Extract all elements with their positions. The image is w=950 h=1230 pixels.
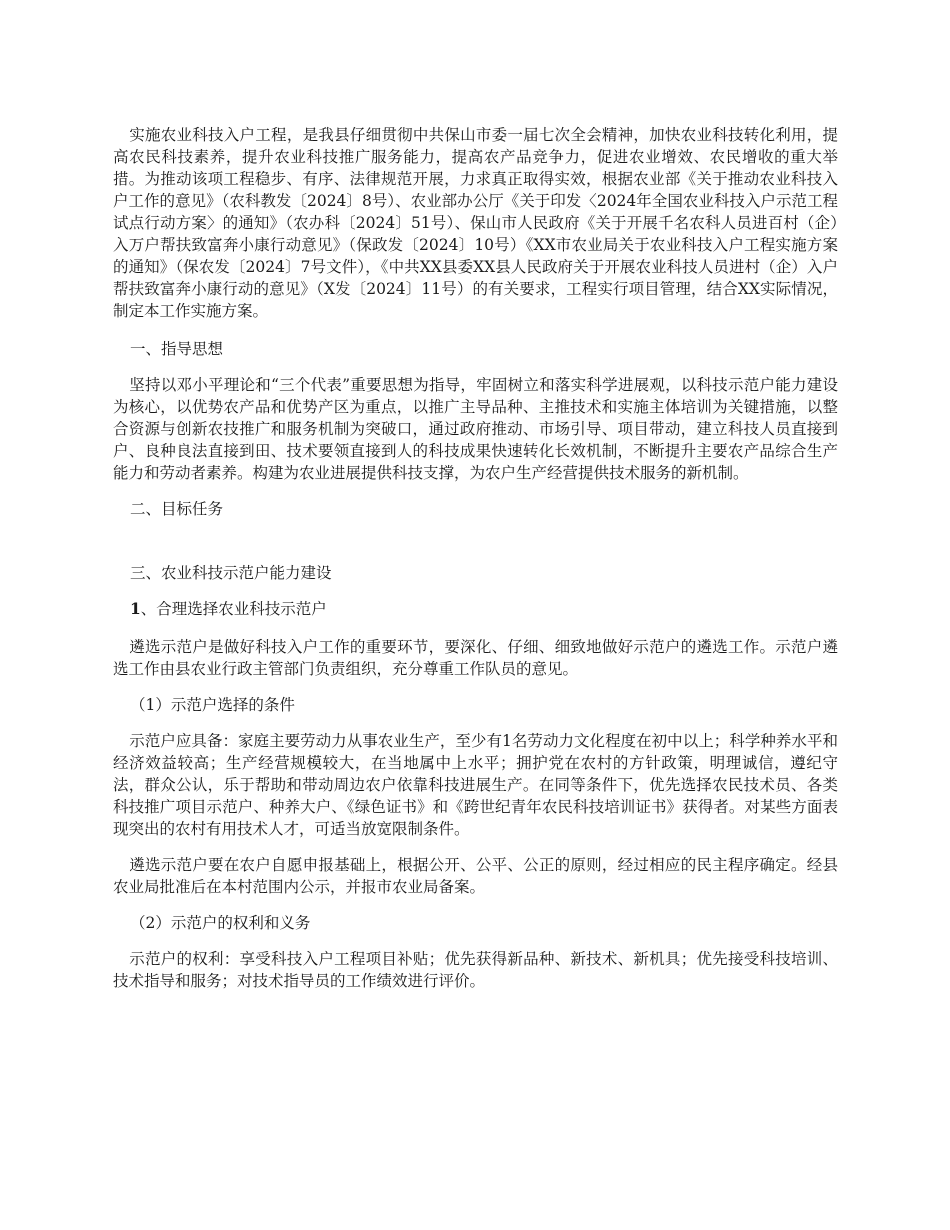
spacer xyxy=(113,484,838,498)
spacer xyxy=(113,322,838,338)
spacer xyxy=(113,584,838,598)
subsection-heading-select xyxy=(113,598,838,620)
intro-paragraph: 实施农业科技入户工程，是我县仔细贯彻中共保山市委一届七次全会精神，加快农业科技转化利用，提高农民科技素养，提升农业科技推广服务能力，提高农产品竞争力，促进农业增效、农民增收的重大举措。为推动该项工程稳步、有序、法律规范开展，力求真正取得实效，根据农业部《关于推动农业科技入户工作的意见》（农科教发〔2024〕8号）、农业部办公厅《关于印发〈2024年全国农业科技入户示范工程试点行动方案〉的通知》（农办科〔2024〕51号）、保山市人民政府《关于开展千名农科人员进百村（企）入万户帮扶致富奔小康行动意见》（保政发〔2024〕10号）《XX市农业局关于农业科技入户工程实施方案的通知》（保农发〔2024〕7号文件），《中共XX县委XX县人民政府关于开展农业科技人员进村（企）入户帮扶致富奔小康行动的意见》（X发〔2024〕11号）的有关要求，工程实行项目管理，结合XX实际情况，制定本工作实施方案。 xyxy=(113,126,838,320)
spacer xyxy=(113,520,838,562)
select-intro-paragraph: 遴选示范户是做好科技入户工作的重要环节，要深化、仔细、细致地做好示范户的遴选工作。示范户遴选工作由县农业行政主管部门负责组织，充分尊重工作队员的意见。 xyxy=(113,638,838,678)
conditions-paragraph: 示范户应具备：家庭主要劳动力从事农业生产，至少有1名劳动力文化程度在初中以上；科学种养水平和经济效益较高；生产经营规模较大，在当地属中上水平；拥护党在农村的方针政策，明理诚信，遵纪守法，群众公认，乐于帮助和带动周边农户依靠科技进展生产。在同等条件下，优先选择农民技术员、各类科技推广项目示范户、种养大户、《绿色证书》和《跨世纪青年农民科技培训证书》获得者。对某些方面表现突出的农村有用技术人才，可适当放宽限制条件。 xyxy=(113,732,838,838)
rights-paragraph: 示范户的权利：享受科技入户工程项目补贴；优先获得新品种、新技术、新机具；优先接受科技培训、技术指导和服务；对技术指导员的工作绩效进行评价。 xyxy=(113,950,838,990)
document-body xyxy=(113,124,838,992)
subsection-title: 、合理选择农业科技示范户 xyxy=(140,600,327,618)
spacer xyxy=(113,716,838,730)
section-heading-capacity: 三、农业科技示范户能力建设 xyxy=(130,564,332,582)
section-heading-goals: 二、目标任务 xyxy=(130,500,224,518)
spacer xyxy=(113,360,838,374)
guiding-thought-paragraph: 坚持以邓小平理论和“三个代表”重要思想为指导，牢固树立和落实科学进展观，以科技示范户能力建设为核心，以优势农产品和优势产区为重点，以推广主导品种、主推技术和实施主体培训为关键措施，以整合资源与创新农技推广和服务机制为突破口，通过政府推动、市场引导、项目带动，建立科技人员直接到户、良种良法直接到田、技术要领直接到人的科技成果快速转化长效机制，不断提升主要农产品综合生产能力和劳动者素养。构建为农业进展提供科技支撑，为农户生产经营提供技术服务的新机制。 xyxy=(113,376,838,482)
subsection-number: 1 xyxy=(130,599,141,618)
spacer xyxy=(113,934,838,948)
spacer xyxy=(113,898,838,912)
conditions-heading: （1）示范户选择的条件 xyxy=(130,696,295,714)
rights-heading: （2）示范户的权利和义务 xyxy=(130,914,311,932)
spacer xyxy=(113,620,838,636)
spacer xyxy=(113,680,838,694)
selection-procedure-paragraph: 遴选示范户要在农户自愿申报基础上，根据公开、公平、公正的原则，经过相应的民主程序确定。经县农业局批准后在本村范围内公示，并报市农业局备案。 xyxy=(113,856,838,896)
spacer xyxy=(113,840,838,854)
section-heading-guiding-thought: 一、指导思想 xyxy=(130,340,224,358)
